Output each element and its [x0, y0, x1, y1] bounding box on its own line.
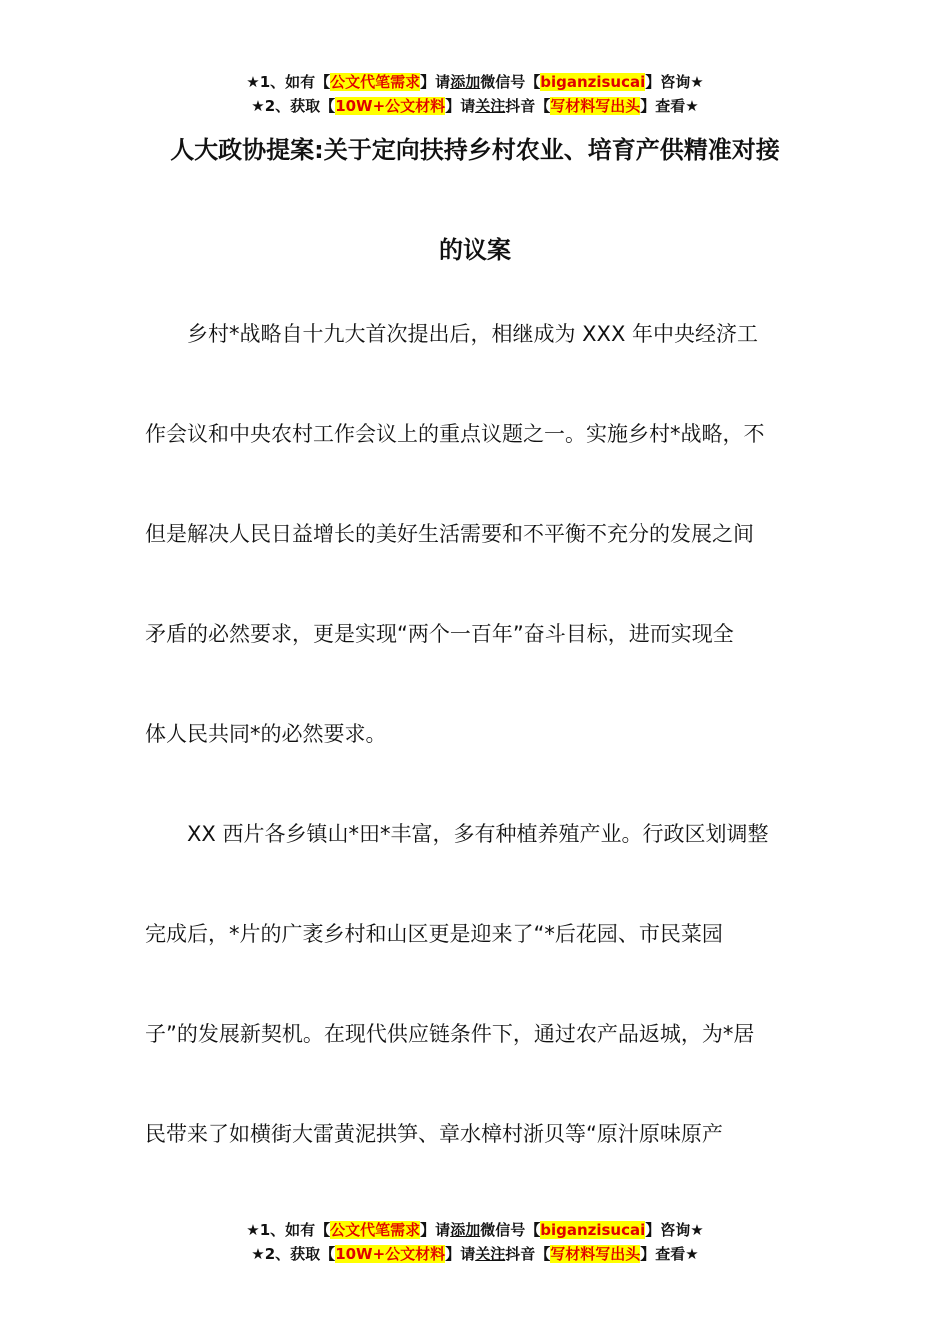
banner-line-1: [0, 70, 950, 94]
body-line: 但是解决人民日益增长的美好生活需要和不平衡不充分的发展之间: [145, 522, 754, 546]
body-line: 乡村*战略自十九大首次提出后，相继成为 XXX 年中央经济工: [145, 322, 759, 346]
banner-text: 】请: [420, 73, 451, 91]
banner-text: ★1、如有【: [246, 73, 331, 91]
banner-text: 】查看★: [640, 97, 699, 115]
highlight-materials: 10W+公文材料: [335, 97, 446, 115]
underlined-keyword: 添加: [450, 73, 481, 91]
body-line: 民带来了如横街大雷黄泥拱笋、章水樟村浙贝等“原汁原味原产: [145, 1122, 723, 1146]
banner-text: 】查看★: [640, 1245, 699, 1263]
banner-text: 微信号【: [480, 73, 541, 91]
banner-text: ★1、如有【: [246, 1221, 331, 1239]
highlight-douyin-account: 写材料写出头: [550, 97, 641, 115]
banner-text: 】咨询★: [645, 73, 704, 91]
document-body: [145, 284, 810, 1184]
highlight-wechat-id: biganzisucai: [540, 1221, 646, 1239]
highlight-materials: 10W+公文材料: [335, 1245, 446, 1263]
body-line: 作会议和中央农村工作会议上的重点议题之一。实施乡村*战略，不: [145, 422, 765, 446]
banner-text: 微信号【: [480, 1221, 541, 1239]
banner-text: 】请: [420, 1221, 451, 1239]
body-line: 子”的发展新契机。在现代供应链条件下，通过农产品返城，为*居: [145, 1022, 755, 1046]
banner-text: 】咨询★: [645, 1221, 704, 1239]
banner-line-1: [0, 1218, 950, 1242]
banner-text: 】请: [445, 97, 476, 115]
title-line-2: 的议案: [439, 236, 511, 264]
banner-line-2: [0, 1242, 950, 1266]
body-line: 完成后，*片的广袤乡村和山区更是迎来了“*后花园、市民菜园: [145, 922, 723, 946]
banner-text: 】请: [445, 1245, 476, 1263]
underlined-keyword: 关注: [475, 1245, 506, 1263]
underlined-keyword: 关注: [475, 97, 506, 115]
banner-text: ★2、获取【: [251, 1245, 336, 1263]
body-line: 体人民共同*的必然要求。: [145, 722, 387, 746]
underlined-keyword: 添加: [450, 1221, 481, 1239]
banner-text: 抖音【: [505, 1245, 551, 1263]
highlight-wechat-id: biganzisucai: [540, 73, 646, 91]
document-title: [145, 100, 805, 300]
banner-text: ★2、获取【: [251, 97, 336, 115]
footer-banner: [0, 1218, 950, 1266]
banner-text: 抖音【: [505, 97, 551, 115]
highlight-douyin-account: 写材料写出头: [550, 1245, 641, 1263]
title-line-1: 人大政协提案:关于定向扶持乡村农业、培育产供精准对接: [170, 136, 780, 164]
highlight-service: 公文代笔需求: [330, 73, 421, 91]
body-line: 矛盾的必然要求，更是实现“两个一百年”奋斗目标，进而实现全: [145, 622, 734, 646]
body-line: XX 西片各乡镇山*田*丰富，多有种植养殖产业。行政区划调整: [145, 822, 769, 846]
highlight-service: 公文代笔需求: [330, 1221, 421, 1239]
